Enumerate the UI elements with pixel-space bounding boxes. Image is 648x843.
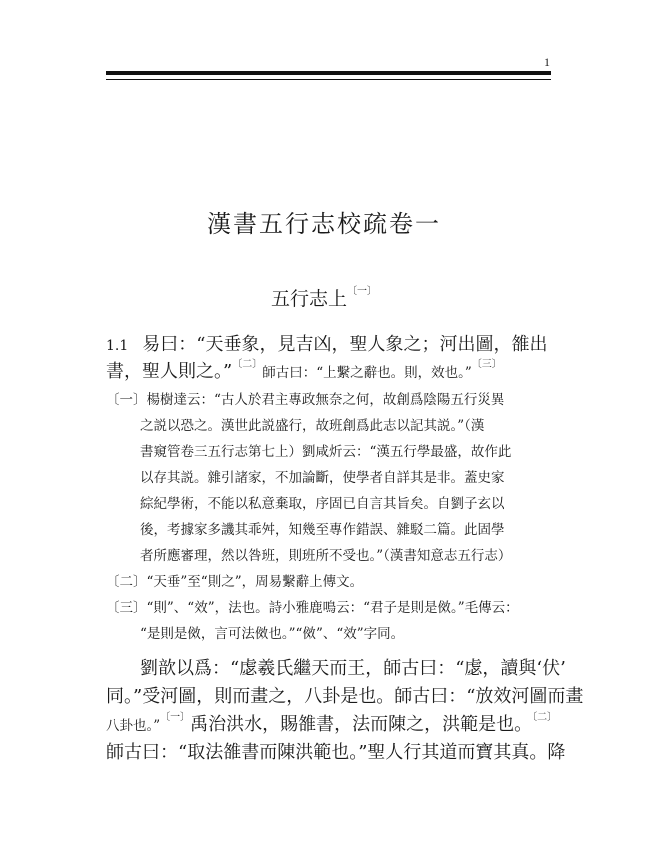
note-line-6: 後，考據家多譏其乖舛，知幾至專作錯誤、雜駁二篇。此固學 xyxy=(140,522,505,538)
footnote-marker: 〔一〕 xyxy=(160,712,191,723)
text-line-2: 書，聖人則之。”$^{〔二〕}$師古曰：“上繫之辭也。則，效也。”$^{〔三〕}$ xyxy=(106,359,502,382)
text-line-6: 師古曰：“取法雒書而陳洪範也。”聖人行其道而寶其真。降 xyxy=(106,742,566,763)
text-line-1: 1.1 易曰：“天垂象，見吉凶，聖人象之；河出圖，雒出 xyxy=(106,334,548,355)
note-line-1: 〔一〕楊樹達云：“古人於君主專政無奈之何，故創爲陰陽五行災異 xyxy=(106,392,505,408)
header-rule-thick xyxy=(106,71,551,75)
note-line-9: 〔三〕“則”、“效”，法也。詩小雅鹿鳴云：“君子是則是傚。”毛傳云： xyxy=(106,600,519,616)
note-line-7: 者所應審理，然以咎班，則班所不受也。”（漢書知意志五行志） xyxy=(140,548,512,564)
header-rule-thin xyxy=(106,79,551,80)
note-line-4: 以存其説。雜引諸家，不加論斷，使學者自詳其是非。蓋史家 xyxy=(140,470,505,486)
section-title: 五行志上$^{〔一〕}$ xyxy=(270,286,377,310)
note-line-3: 書窺管卷三五行志第七上）劉咸炘云：“漢五行學最盛，故作此 xyxy=(140,444,512,460)
footnote-marker: 〔三〕 xyxy=(471,359,502,370)
text-line-3: 劉歆以爲：“虙羲氏繼天而王，師古曰：“虙，讀與‘伏’ xyxy=(140,658,566,679)
book-title: 漢書五行志校疏卷一 xyxy=(207,210,441,238)
footnote-marker: 〔二〕 xyxy=(532,712,558,723)
text-line-5: 八卦也。”$^{〔一〕}$禹治洪水，賜雒書，法而陳之，洪範是也。$^{〔二〕}$ xyxy=(106,712,558,735)
note-line-5: 綜紀學術，不能以私意棄取，序固已自言其旨矣。自劉子玄以 xyxy=(140,496,505,512)
note-line-2: 之説以恐之。漢世此説盛行，故班創爲此志以記其説。”（漢 xyxy=(140,418,485,434)
page-number: 1 xyxy=(544,55,550,69)
section-footnote-marker: 〔一〕 xyxy=(347,286,377,297)
footnote-marker: 〔二〕 xyxy=(232,359,263,370)
note-line-10: “是則是傚，言可法傚也。”“傚”、“效”字同。 xyxy=(140,626,405,642)
entry-number: 1.1 xyxy=(106,338,129,354)
note-line-8: 〔二〕“天垂”至“則之”，周易繫辭上傳文。 xyxy=(106,574,364,590)
text-line-4: 同。”受河圖，則而畫之，八卦是也。師古曰：“放效河圖而畫 xyxy=(106,686,584,707)
